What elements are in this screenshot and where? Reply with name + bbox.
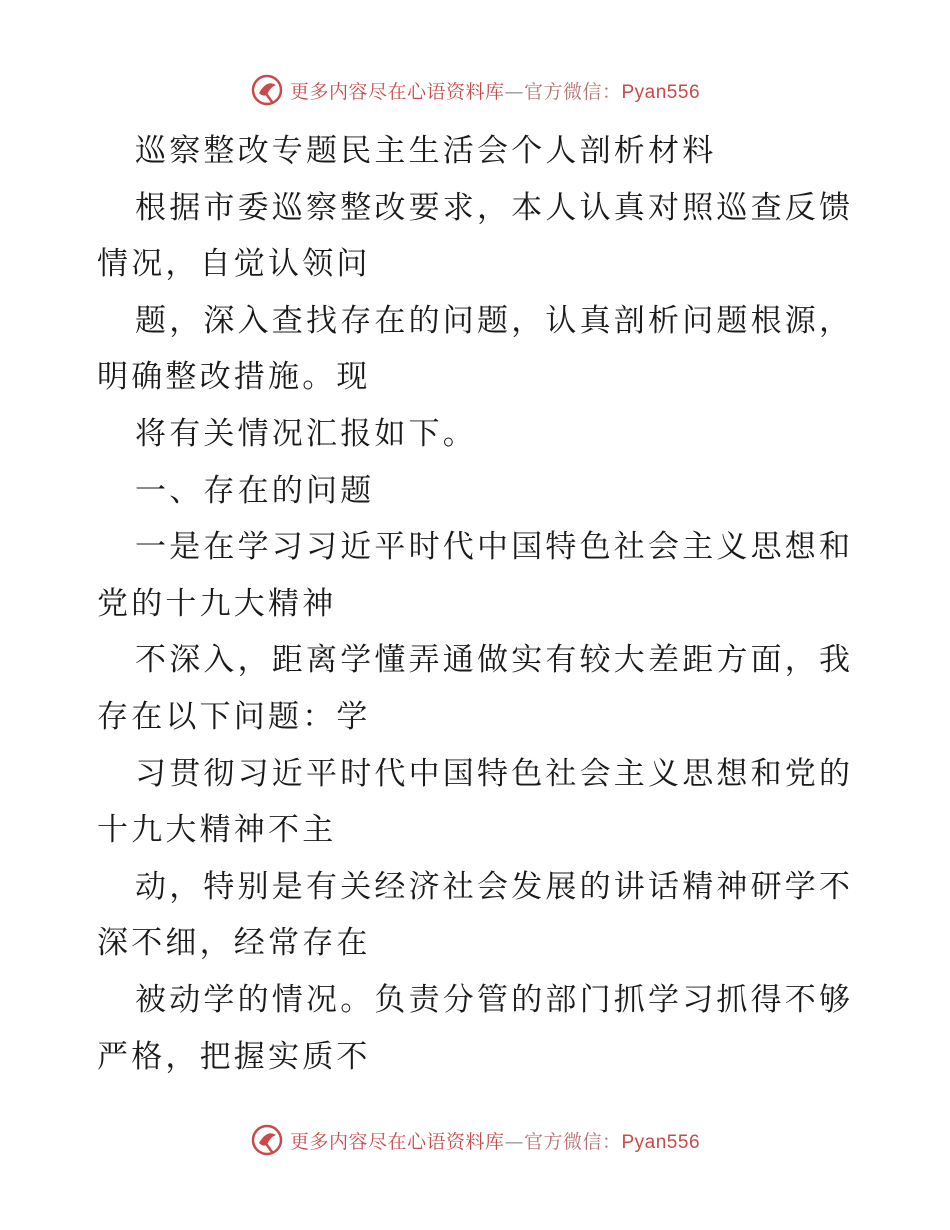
logo-icon [250, 1123, 284, 1157]
paragraph-line: 情况，自觉认领问 [97, 246, 371, 283]
document-body [97, 123, 857, 1085]
watermark-wechat-label: 官方微信： [523, 80, 622, 103]
watermark-wechat-id: Pyan556 [621, 1131, 701, 1153]
paragraph-line: 一是在学习习近平时代中国特色社会主义思想和 [135, 529, 854, 566]
paragraph-line: 将有关情况汇报如下。 [135, 415, 477, 452]
watermark-text [290, 1127, 700, 1154]
paragraph-line: 党的十九大精神 [97, 585, 337, 622]
footer-watermark [0, 1120, 950, 1160]
logo-icon [250, 73, 284, 107]
paragraph-line: 深不细，经常存在 [97, 925, 371, 962]
paragraph-line: 严格，把握实质不 [97, 1038, 371, 1075]
header-watermark [0, 70, 950, 110]
paragraph-line: 根据市委巡察整改要求，本人认真对照巡查反馈 [135, 189, 854, 226]
paragraph-line: 存在以下问题：学 [97, 698, 371, 735]
watermark-wechat-label: 官方微信： [523, 1130, 622, 1153]
watermark-dash: — [504, 80, 524, 103]
paragraph-line: 习贯彻习近平时代中国特色社会主义思想和党的 [135, 755, 854, 792]
paragraph-line: 题，深入查找存在的问题，认真剖析问题根源， [135, 302, 854, 339]
watermark-text [290, 77, 700, 104]
watermark-wechat-id: Pyan556 [621, 81, 701, 103]
paragraph-line: 明确整改措施。现 [97, 359, 371, 396]
paragraph-line: 被动学的情况。负责分管的部门抓学习抓得不够 [135, 981, 854, 1018]
watermark-site-text: 更多内容尽在心语资料库 [289, 1130, 505, 1153]
paragraph-line: 不深入，距离学懂弄通做实有较大差距方面，我 [135, 642, 854, 679]
watermark-dash: — [504, 1130, 524, 1153]
section-heading: 一、存在的问题 [135, 472, 375, 509]
paragraph-line: 十九大精神不主 [97, 812, 337, 849]
document-title: 巡察整改专题民主生活会个人剖析材料 [135, 133, 717, 169]
watermark-site-text: 更多内容尽在心语资料库 [289, 80, 505, 103]
paragraph-line: 动，特别是有关经济社会发展的讲话精神研学不 [135, 868, 854, 905]
